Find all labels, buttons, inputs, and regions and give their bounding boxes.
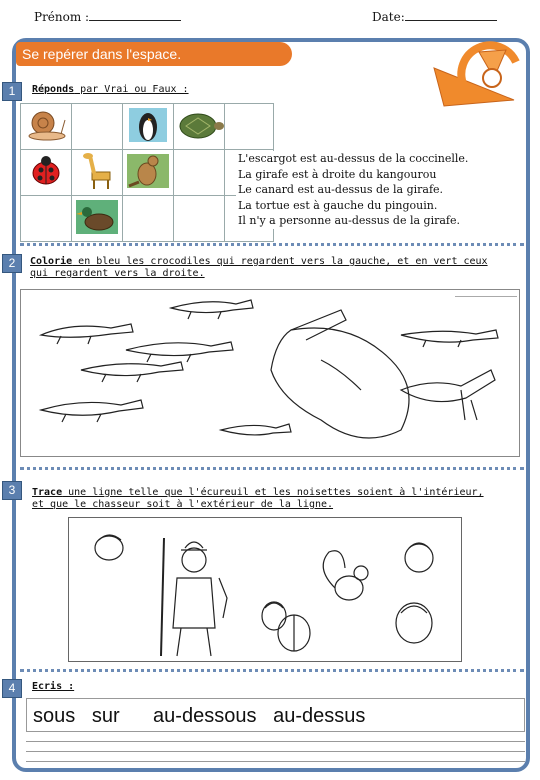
statement-list xyxy=(236,151,468,229)
exercise-1-text: par Vrai ou Faux : xyxy=(74,84,189,95)
date-field[interactable] xyxy=(372,10,497,24)
section-divider xyxy=(20,467,524,470)
exercise-3-verb: Trace xyxy=(32,487,63,498)
crocodiles-illustration xyxy=(21,290,521,458)
name-line[interactable] xyxy=(89,20,181,21)
hunter-scene-illustration xyxy=(69,518,463,663)
worksheet-title: Se repérer dans l'espace. xyxy=(16,42,292,66)
hunter-icon xyxy=(161,538,227,656)
exercise-4-verb: Ecris : xyxy=(32,681,75,692)
grid-cell xyxy=(72,150,123,196)
snail-icon xyxy=(21,106,71,144)
writing-line[interactable] xyxy=(26,761,525,762)
crocodile-small-1 xyxy=(41,324,133,344)
grid-cell xyxy=(123,150,174,196)
exercise-number-1: 1 xyxy=(2,82,22,101)
grid-cell xyxy=(21,196,72,242)
statement-3: Le canard est au-dessus de la girafe. xyxy=(238,183,444,196)
grid-cell xyxy=(225,104,274,150)
crocodile-small-7 xyxy=(401,330,498,347)
statement-2: La girafe est à droite du kangourou xyxy=(238,167,437,181)
hazelnut-icon xyxy=(95,535,123,560)
grid-cell xyxy=(174,196,225,242)
date-label: Date: xyxy=(372,10,405,24)
section-divider xyxy=(20,243,524,246)
date-line[interactable] xyxy=(405,20,497,21)
grid-cell xyxy=(174,104,225,150)
writing-line[interactable] xyxy=(26,741,525,742)
crocodile-small-3 xyxy=(126,342,233,362)
exercise-2-verb: Colorie xyxy=(30,256,73,267)
section-divider xyxy=(20,669,524,672)
hazelnut-icon xyxy=(262,602,286,630)
statement-1: L'escargot est au-dessus de la coccinelle. xyxy=(238,152,469,165)
statement-5: Il n'y a personne au-dessus de la girafe. xyxy=(238,214,460,227)
grid-cell xyxy=(174,150,225,196)
statement-4: La tortue est à gauche du pingouin. xyxy=(238,198,438,212)
exercise-1-instruction xyxy=(32,84,189,96)
exercise-3-instruction xyxy=(32,487,494,511)
kangaroo-icon xyxy=(123,152,173,190)
exercise-number-3: 3 xyxy=(2,481,22,500)
crocodile-drawing-area[interactable] xyxy=(20,289,520,457)
geometry-tools-icon xyxy=(424,48,524,108)
hazelnut-icon xyxy=(396,603,432,643)
words-to-copy: sous sur au-dessous au-dessus xyxy=(26,698,525,732)
grid-cell xyxy=(123,104,174,150)
grid-cell xyxy=(72,104,123,150)
name-field[interactable] xyxy=(34,10,181,24)
exercise-4-instruction xyxy=(32,681,74,693)
exercise-2-text: en bleu les crocodiles qui regardent vers la gauche, et en vert ceux qui regardent vers la droite. xyxy=(30,256,488,279)
grid-cell xyxy=(21,104,72,150)
penguin-icon xyxy=(123,106,173,144)
writing-line[interactable] xyxy=(26,751,525,752)
crocodile-small-8 xyxy=(401,370,495,420)
crocodile-small-5 xyxy=(81,362,183,382)
drawing-area-hunter[interactable] xyxy=(68,517,462,662)
crocodile-large xyxy=(271,310,409,438)
exercise-2-instruction xyxy=(30,256,500,280)
grid-cell xyxy=(21,150,72,196)
crocodile-small-6 xyxy=(221,424,291,435)
exercise-1-verb: Réponds xyxy=(32,84,75,95)
exercise-number-4: 4 xyxy=(2,679,22,698)
turtle-icon xyxy=(174,106,224,144)
name-label: Prénom : xyxy=(34,10,90,24)
exercise-number-2: 2 xyxy=(2,254,22,273)
grid-cell xyxy=(72,196,123,242)
squirrel-icon xyxy=(323,551,368,600)
hazelnut-icon xyxy=(405,543,433,572)
grid-cell xyxy=(123,196,174,242)
giraffe-icon xyxy=(72,152,122,190)
crocodile-small-4 xyxy=(41,400,143,422)
hazelnut-icon xyxy=(278,615,310,651)
exercise-3-text: une ligne telle que l'écureuil et les noisettes soient à l'intérieur, et que le chasseur soit à l'extérieur de la ligne. xyxy=(32,487,484,510)
ladybug-icon xyxy=(21,152,71,190)
duck-icon xyxy=(72,198,122,236)
crocodile-small-2 xyxy=(171,300,253,319)
